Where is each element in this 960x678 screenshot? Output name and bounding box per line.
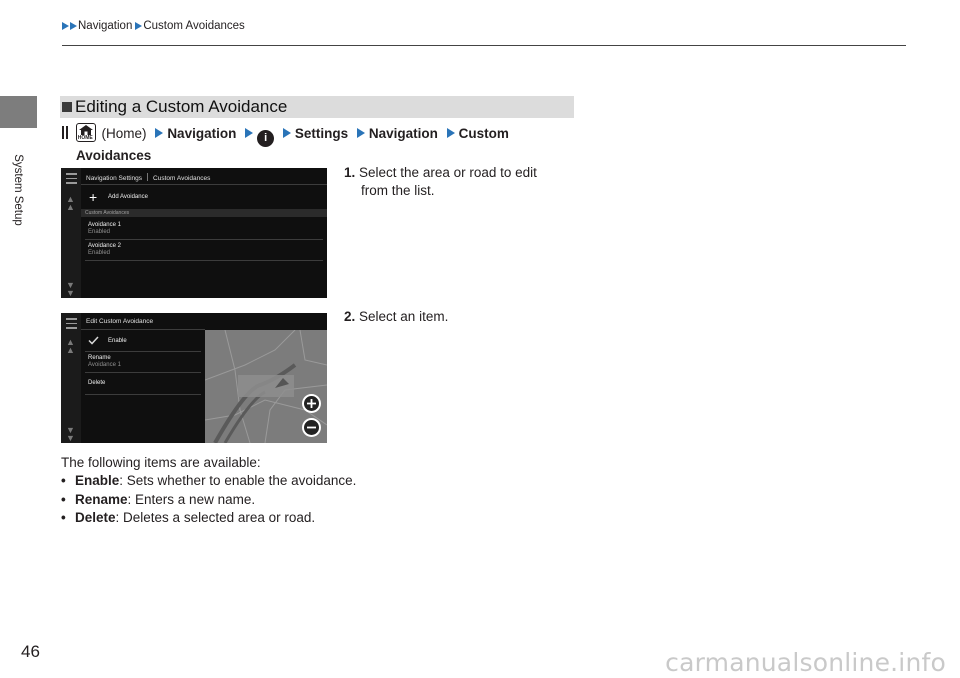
path-item-avoidances: Avoidances: [76, 148, 152, 163]
path-arrow-icon: [283, 128, 291, 138]
chapter-tab: [0, 96, 37, 128]
page-number: 46: [21, 642, 40, 661]
edit-custom-avoidance-screenshot: [61, 313, 327, 443]
header-divider: [62, 45, 906, 46]
zoom-out-button[interactable]: [302, 418, 321, 437]
section-square-icon: [62, 102, 72, 112]
breadcrumb-item-custom-avoidances[interactable]: Custom Avoidances: [143, 20, 245, 32]
custom-avoidances-screenshot: [61, 168, 327, 298]
breadcrumb-arrow-icon: [70, 22, 77, 30]
menu-icon[interactable]: [66, 318, 77, 332]
section-heading: [60, 96, 574, 118]
step-text: from the list.: [361, 183, 435, 198]
watermark: carmanualsonline.info: [665, 648, 946, 677]
step-1: [344, 164, 537, 200]
list-item: • Rename: Enters a new name.: [61, 491, 256, 507]
items-list: [61, 472, 356, 528]
breadcrumb-arrow-icon: [135, 22, 142, 30]
add-avoidance-button[interactable]: + Add Avoidance: [89, 189, 148, 205]
zoom-in-button[interactable]: [302, 394, 321, 413]
rename-option[interactable]: Rename Avoidance 1: [88, 355, 121, 368]
path-arrow-icon: [155, 128, 163, 138]
items-intro: The following items are available:: [61, 455, 261, 470]
screen-side-rail: [61, 313, 81, 443]
path-item-navigation-2: Navigation: [368, 126, 438, 141]
breadcrumb: [62, 20, 245, 32]
path-item-navigation: Navigation: [167, 126, 237, 141]
hard-key-icon: [61, 126, 70, 140]
list-item: • Enable: Sets whether to enable the avoidance.: [61, 473, 357, 488]
enable-option[interactable]: Enable: [85, 332, 203, 352]
scroll-up-icon[interactable]: ▲ ▲: [66, 337, 75, 355]
screen-title: Navigation Settings Custom Avoidances: [86, 175, 211, 182]
step-number: 2.: [344, 309, 356, 324]
list-section-header: Custom Avoidances: [85, 210, 130, 216]
menu-icon[interactable]: [66, 173, 77, 187]
step-text: Select the area or road to edit: [359, 165, 537, 180]
menu-path: [61, 123, 541, 164]
breadcrumb-item-navigation[interactable]: Navigation: [78, 20, 133, 32]
step-2: [344, 308, 448, 326]
options-icon: i: [257, 130, 274, 147]
map-view[interactable]: [205, 330, 327, 443]
list-item-avoidance-1[interactable]: Avoidance 1 Enabled: [88, 222, 121, 235]
chapter-label: System Setup: [12, 154, 24, 226]
plus-icon: +: [89, 189, 98, 205]
scroll-down-icon[interactable]: ▼ ▼: [66, 280, 75, 298]
path-item-custom: Custom: [458, 126, 509, 141]
breadcrumb-arrow-icon: [62, 22, 69, 30]
home-label: (Home): [101, 126, 147, 141]
screen-side-rail: [61, 168, 81, 298]
list-item: • Delete: Deletes a selected area or road.: [61, 510, 316, 525]
path-arrow-icon: [357, 128, 365, 138]
checkmark-icon: [88, 336, 99, 345]
list-item-avoidance-2[interactable]: Avoidance 2 Enabled: [88, 243, 121, 256]
step-number: 1.: [344, 165, 356, 180]
step-text: Select an item.: [359, 309, 449, 324]
delete-option[interactable]: Delete: [88, 380, 106, 386]
scroll-up-icon[interactable]: ▲ ▲: [66, 194, 75, 212]
path-arrow-icon: [245, 128, 253, 138]
path-arrow-icon: [447, 128, 455, 138]
path-item-settings: Settings: [294, 126, 349, 141]
screen-title: Edit Custom Avoidance: [86, 318, 154, 325]
section-title: Editing a Custom Avoidance: [75, 97, 288, 116]
scroll-down-icon[interactable]: ▼ ▼: [66, 425, 75, 443]
home-button-icon: HOME: [76, 123, 96, 142]
